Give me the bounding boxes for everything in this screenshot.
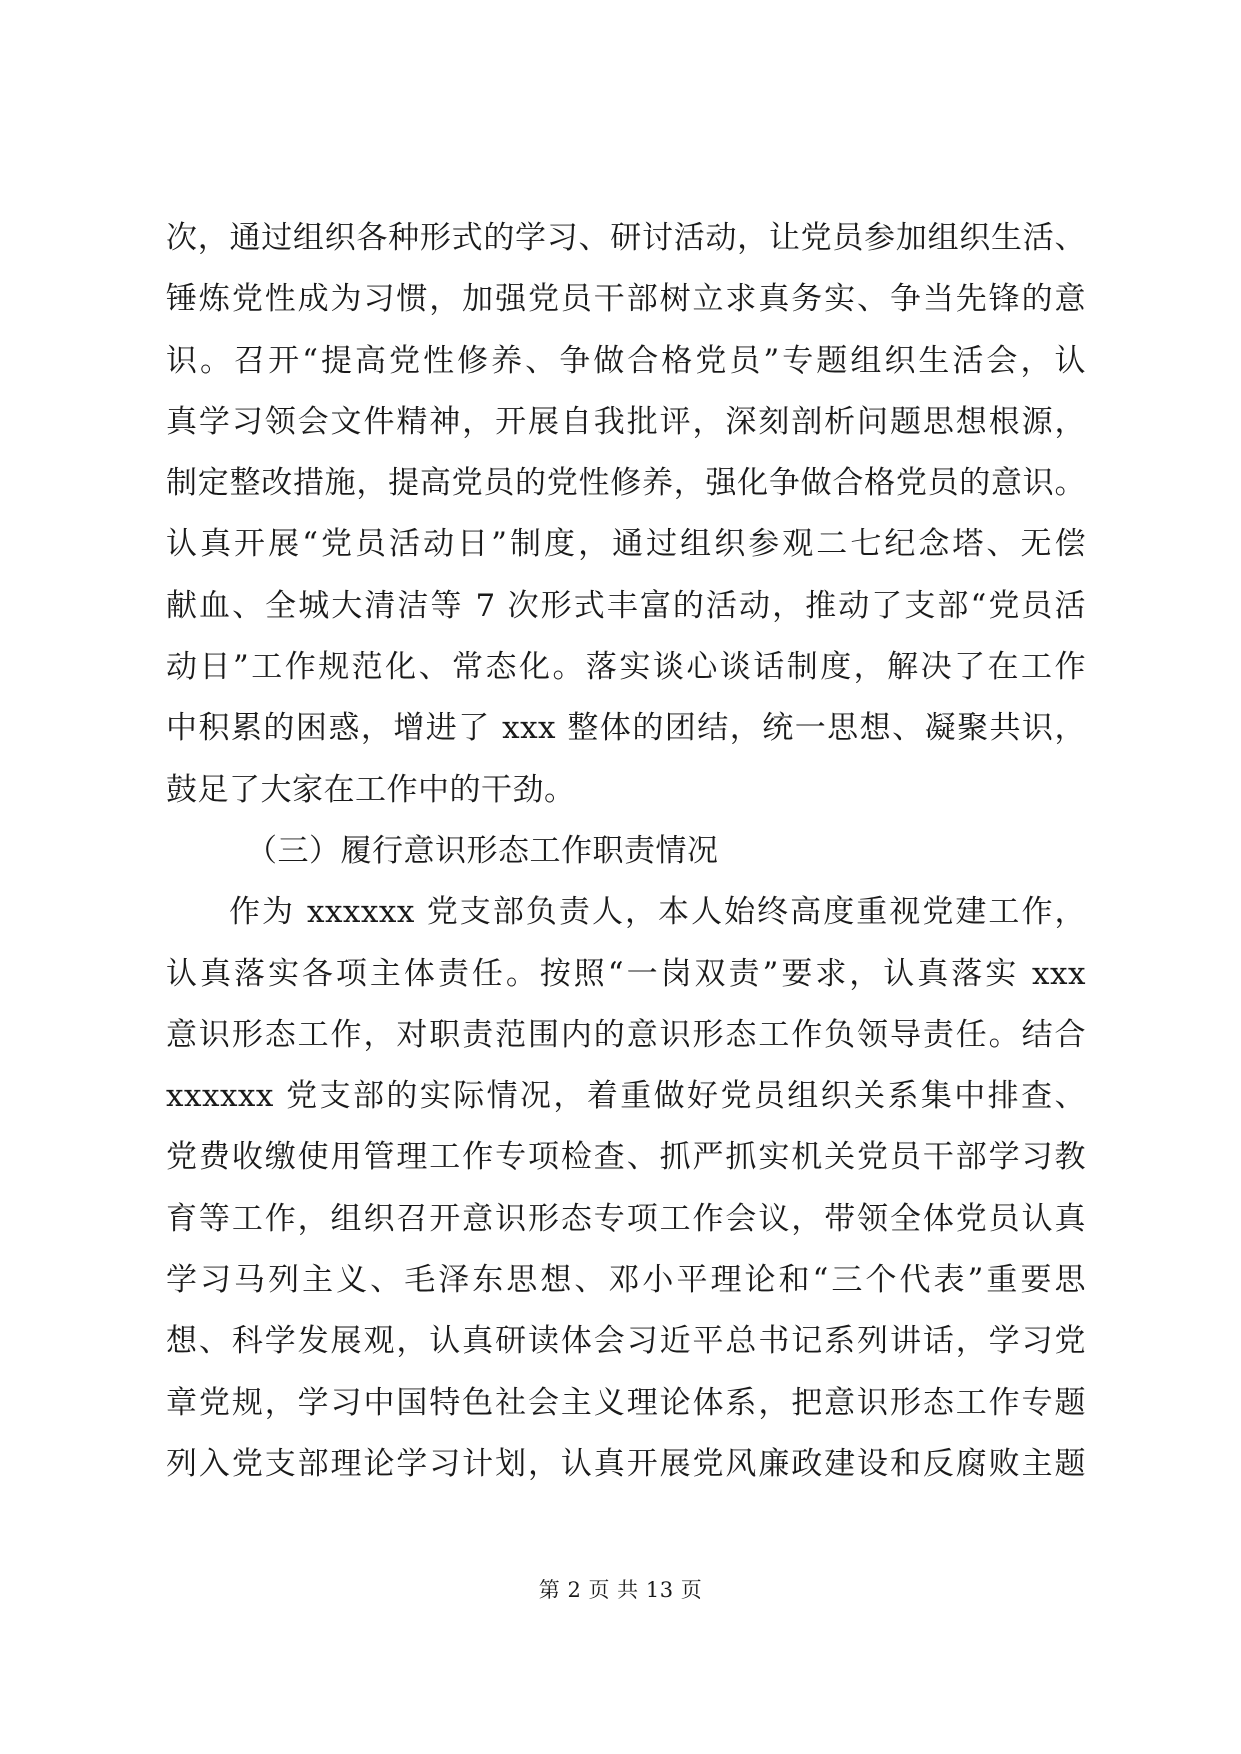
paragraph-line: 中积累的困惑，增进了 xxx 整体的团结，统一思想、凝聚共识， bbox=[166, 710, 1086, 747]
paragraph-line: 想、科学发展观，认真研读体会习近平总书记系列讲话，学习党 bbox=[166, 1323, 1086, 1360]
document-body bbox=[166, 208, 1086, 1495]
paragraph-line: 章党规，学习中国特色社会主义理论体系，把意识形态工作专题 bbox=[166, 1384, 1086, 1421]
paragraph-line: 认真开展“党员活动日”制度，通过组织参观二七纪念塔、无偿 bbox=[166, 526, 1086, 563]
paragraph-line: 育等工作，组织召开意识形态专项工作会议，带领全体党员认真 bbox=[166, 1200, 1086, 1237]
page-number-footer: 第 2 页 共 13 页 bbox=[538, 1578, 703, 1602]
paragraph-line: 作为 xxxxxx 党支部负责人，本人始终高度重视党建工作， bbox=[229, 894, 1086, 931]
paragraph-line: 动日”工作规范化、常态化。落实谈心谈话制度，解决了在工作 bbox=[166, 649, 1086, 686]
paragraph-line: 锤炼党性成为习惯，加强党员干部树立求真务实、争当先锋的意 bbox=[166, 281, 1086, 318]
paragraph-line: 鼓足了大家在工作中的干劲。 bbox=[166, 771, 576, 808]
paragraph-line: 认真落实各项主体责任。按照“一岗双责”要求，认真落实 xxx bbox=[166, 955, 1086, 992]
paragraph-line: 学习马列主义、毛泽东思想、邓小平理论和“三个代表”重要思 bbox=[166, 1262, 1086, 1299]
paragraph-line: 识。召开“提高党性修养、争做合格党员”专题组织生活会，认 bbox=[166, 342, 1086, 379]
paragraph-line: 列入党支部理论学习计划，认真开展党风廉政建设和反腐败主题 bbox=[166, 1445, 1086, 1482]
paragraph-line: 意识形态工作，对职责范围内的意识形态工作负领导责任。结合 bbox=[166, 1016, 1086, 1053]
paragraph-line: 真学习领会文件精神，开展自我批评，深刻剖析问题思想根源， bbox=[166, 403, 1086, 440]
paragraph-line: 党费收缴使用管理工作专项检查、抓严抓实机关党员干部学习教 bbox=[166, 1139, 1086, 1176]
paragraph-line: 献血、全城大清洁等 7 次形式丰富的活动，推动了支部“党员活 bbox=[166, 587, 1086, 624]
section-heading: （三）履行意识形态工作职责情况 bbox=[246, 832, 719, 869]
paragraph-line: xxxxxx 党支部的实际情况，着重做好党员组织关系集中排查、 bbox=[166, 1078, 1086, 1115]
paragraph-line: 制定整改措施，提高党员的党性修养，强化争做合格党员的意识。 bbox=[166, 465, 1086, 502]
paragraph-line: 次，通过组织各种形式的学习、研讨活动，让党员参加组织生活、 bbox=[166, 220, 1086, 256]
